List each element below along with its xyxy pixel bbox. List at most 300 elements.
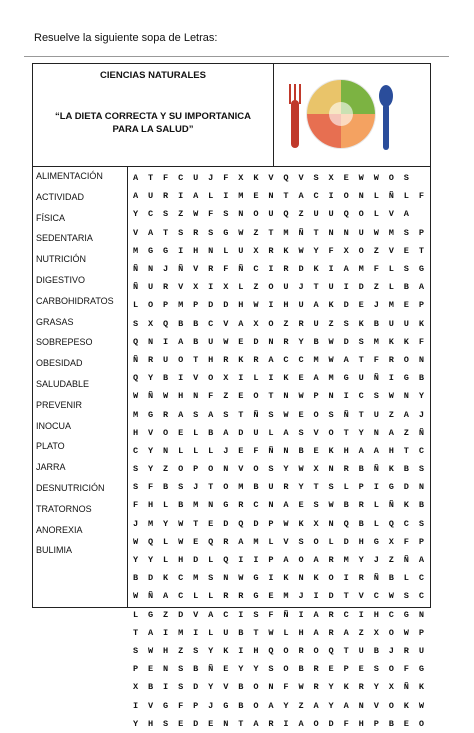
grid-letter: Z xyxy=(373,282,379,293)
grid-letter: H xyxy=(193,245,199,256)
grid-letter: X xyxy=(253,318,259,329)
grid-letter: W xyxy=(328,354,334,365)
grid-letter: P xyxy=(193,700,199,711)
grid-letter: M xyxy=(132,409,139,420)
grid-letter: Z xyxy=(223,391,229,402)
grid-letter: A xyxy=(193,191,199,202)
grid-letter: Q xyxy=(147,536,154,547)
word-list-item: BULIMIA xyxy=(36,545,73,556)
grid-letter: D xyxy=(358,282,364,293)
grid-letter: W xyxy=(283,518,289,529)
grid-letter: A xyxy=(147,627,154,638)
word-list-item: GRASAS xyxy=(36,316,74,327)
grid-letter: I xyxy=(268,573,274,584)
grid-letter: W xyxy=(163,391,169,402)
grid-letter: T xyxy=(163,227,169,238)
grid-letter: C xyxy=(418,445,424,456)
grid-letter: C xyxy=(208,318,214,329)
grid-letter: M xyxy=(147,518,154,529)
grid-letter: B xyxy=(403,282,409,293)
grid-letter: S xyxy=(163,718,169,729)
grid-letter: B xyxy=(388,573,394,584)
grid-letter: W xyxy=(328,500,334,511)
grid-letter: R xyxy=(283,482,289,493)
grid-letter: G xyxy=(147,409,154,420)
grid-letter: B xyxy=(418,373,424,384)
grid-letter: A xyxy=(403,209,409,220)
word-list-item: INOCUA xyxy=(36,420,72,431)
grid-letter: L xyxy=(163,555,169,566)
grid-letter: Ñ xyxy=(343,409,349,420)
grid-letter: Ñ xyxy=(418,427,424,438)
grid-letter: I xyxy=(178,245,184,256)
grid-letter: M xyxy=(343,555,349,566)
grid-letter: I xyxy=(193,627,199,638)
grid-letter: T xyxy=(313,227,319,238)
grid-letter: U xyxy=(268,209,274,220)
grid-letter: V xyxy=(223,318,229,329)
grid-letter: Y xyxy=(208,645,214,656)
grid-letter: R xyxy=(147,354,154,365)
grid-letter: L xyxy=(343,482,349,493)
grid-letter: M xyxy=(178,627,184,638)
grid-letter: B xyxy=(358,464,364,475)
grid-letter: B xyxy=(193,664,199,675)
grid-letter: B xyxy=(163,373,169,384)
grid-letter: W xyxy=(358,173,364,184)
grid-letter: W xyxy=(373,173,379,184)
grid-letter: O xyxy=(208,373,214,384)
grid-letter: A xyxy=(388,427,394,438)
grid-letter: O xyxy=(328,573,334,584)
grid-letter: O xyxy=(253,209,259,220)
grid-letter: A xyxy=(283,427,289,438)
grid-letter: N xyxy=(418,354,424,365)
grid-letter: O xyxy=(343,191,349,202)
grid-letter: P xyxy=(313,391,319,402)
grid-letter: Q xyxy=(328,645,334,656)
grid-letter: F xyxy=(223,264,229,275)
grid-letter: L xyxy=(163,500,169,511)
grid-letter: Y xyxy=(358,555,364,566)
grid-letter: M xyxy=(253,536,259,547)
grid-letter: C xyxy=(283,354,289,365)
worksheet xyxy=(32,63,431,729)
grid-letter: D xyxy=(193,555,199,566)
grid-letter: A xyxy=(343,354,349,365)
grid-letter: L xyxy=(193,591,199,602)
grid-letter: C xyxy=(132,445,139,456)
grid-letter: D xyxy=(208,300,214,311)
grid-letter: S xyxy=(223,409,229,420)
grid-letter: N xyxy=(298,573,304,584)
grid-letter: C xyxy=(418,591,424,602)
grid-letter: E xyxy=(223,664,229,675)
grid-letter: U xyxy=(147,282,154,293)
grid-letter: W xyxy=(403,627,409,638)
grid-row xyxy=(128,515,429,533)
grid-letter: Q xyxy=(283,209,289,220)
healthy-plate-icon xyxy=(283,72,403,158)
grid-letter: S xyxy=(403,264,409,275)
grid-letter: S xyxy=(313,500,319,511)
grid-letter: V xyxy=(268,173,274,184)
grid-letter: A xyxy=(403,409,409,420)
grid-row xyxy=(128,169,429,187)
grid-letter: Q xyxy=(163,318,169,329)
grid-letter: O xyxy=(313,536,319,547)
grid-letter: H xyxy=(358,536,364,547)
grid-letter: K xyxy=(238,354,244,365)
grid-letter: Ñ xyxy=(132,264,139,275)
grid-letter: L xyxy=(283,627,289,638)
grid-letter: U xyxy=(328,282,334,293)
grid-row xyxy=(128,460,429,478)
grid-letter: R xyxy=(313,682,319,693)
grid-letter: L xyxy=(208,191,214,202)
grid-letter: X xyxy=(328,173,334,184)
grid-letter: E xyxy=(343,173,349,184)
grid-row xyxy=(128,424,429,442)
grid-letter: B xyxy=(388,718,394,729)
grid-letter: H xyxy=(178,391,184,402)
grid-letter: O xyxy=(223,482,229,493)
grid-letter: O xyxy=(313,645,319,656)
grid-letter: F xyxy=(132,500,139,511)
grid-letter: K xyxy=(358,318,364,329)
grid-letter: I xyxy=(238,645,244,656)
grid-letter: Z xyxy=(163,609,169,620)
grid-row xyxy=(128,496,429,514)
grid-letter: K xyxy=(418,682,424,693)
grid-letter: E xyxy=(298,409,304,420)
grid-letter: C xyxy=(298,354,304,365)
divider-line xyxy=(24,56,449,57)
word-list-item: JARRA xyxy=(36,462,66,473)
grid-letter: Ñ xyxy=(373,464,379,475)
letter-grid xyxy=(128,169,429,733)
grid-letter: A xyxy=(298,191,304,202)
grid-letter: W xyxy=(388,591,394,602)
grid-letter: A xyxy=(132,173,139,184)
grid-letter: L xyxy=(328,536,334,547)
grid-letter: G xyxy=(147,245,154,256)
grid-row xyxy=(128,442,429,460)
grid-letter: M xyxy=(313,354,319,365)
grid-letter: J xyxy=(373,300,379,311)
grid-letter: O xyxy=(283,664,289,675)
grid-letter: O xyxy=(418,718,424,729)
grid-letter: K xyxy=(403,700,409,711)
grid-letter: S xyxy=(403,591,409,602)
grid-letter: R xyxy=(163,409,169,420)
grid-letter: R xyxy=(298,645,304,656)
grid-letter: U xyxy=(193,173,199,184)
grid-letter: U xyxy=(147,191,154,202)
grid-letter: G xyxy=(253,591,259,602)
grid-letter: D xyxy=(343,300,349,311)
grid-letter: D xyxy=(223,518,229,529)
grid-letter: D xyxy=(328,718,334,729)
grid-letter: Y xyxy=(358,427,364,438)
grid-letter: I xyxy=(163,627,169,638)
grid-letter: H xyxy=(132,427,139,438)
grid-letter: Z xyxy=(358,627,364,638)
grid-letter: K xyxy=(388,464,394,475)
word-list-item: ACTIVIDAD xyxy=(36,191,85,202)
grid-letter: A xyxy=(418,555,424,566)
grid-letter: O xyxy=(388,627,394,638)
grid-letter: Y xyxy=(298,482,304,493)
grid-letter: E xyxy=(208,718,214,729)
grid-row xyxy=(128,587,429,605)
grid-letter: T xyxy=(147,173,154,184)
header-subtitle xyxy=(33,110,273,136)
grid-letter: T xyxy=(208,482,214,493)
grid-letter: O xyxy=(268,282,274,293)
grid-letter: W xyxy=(298,682,304,693)
grid-letter: S xyxy=(343,318,349,329)
grid-letter: O xyxy=(163,427,169,438)
grid-row xyxy=(128,369,429,387)
grid-letter: L xyxy=(373,518,379,529)
grid-letter: U xyxy=(268,482,274,493)
grid-letter: B xyxy=(238,700,244,711)
grid-letter: I xyxy=(223,191,229,202)
grid-letter: R xyxy=(328,609,334,620)
grid-letter: N xyxy=(268,191,274,202)
grid-letter: S xyxy=(373,664,379,675)
grid-letter: E xyxy=(178,718,184,729)
grid-letter: P xyxy=(268,555,274,566)
grid-letter: E xyxy=(253,191,259,202)
grid-letter: B xyxy=(163,482,169,493)
grid-letter: P xyxy=(193,464,199,475)
grid-row xyxy=(128,678,429,696)
grid-letter: Z xyxy=(388,409,394,420)
grid-letter: M xyxy=(283,227,289,238)
grid-letter: Q xyxy=(132,373,139,384)
grid-letter: C xyxy=(223,609,229,620)
grid-letter: F xyxy=(403,664,409,675)
grid-letter: O xyxy=(268,318,274,329)
grid-letter: S xyxy=(373,391,379,402)
grid-letter: B xyxy=(238,682,244,693)
grid-letter: M xyxy=(178,300,184,311)
grid-letter: G xyxy=(223,700,229,711)
grid-letter: W xyxy=(223,336,229,347)
grid-letter: Q xyxy=(343,518,349,529)
grid-letter: Ñ xyxy=(147,591,154,602)
grid-letter: X xyxy=(223,373,229,384)
grid-letter: M xyxy=(193,500,199,511)
grid-letter: C xyxy=(343,609,349,620)
grid-letter: F xyxy=(373,354,379,365)
grid-letter: B xyxy=(238,627,244,638)
grid-letter: V xyxy=(358,591,364,602)
grid-row xyxy=(128,187,429,205)
grid-letter: R xyxy=(403,645,409,656)
grid-letter: J xyxy=(298,591,304,602)
grid-letter: I xyxy=(208,282,214,293)
grid-letter: A xyxy=(178,336,184,347)
grid-letter: N xyxy=(208,500,214,511)
grid-letter: L xyxy=(163,536,169,547)
grid-letter: R xyxy=(268,245,274,256)
grid-letter: U xyxy=(208,336,214,347)
grid-letter: S xyxy=(313,173,319,184)
grid-letter: B xyxy=(132,573,139,584)
grid-letter: M xyxy=(132,245,139,256)
grid-letter: N xyxy=(328,464,334,475)
grid-letter: V xyxy=(147,700,154,711)
grid-letter: D xyxy=(253,518,259,529)
grid-letter: I xyxy=(283,718,289,729)
grid-letter: Y xyxy=(253,664,259,675)
grid-letter: X xyxy=(313,464,319,475)
grid-letter: N xyxy=(358,191,364,202)
grid-letter: X xyxy=(388,536,394,547)
grid-letter: L xyxy=(238,282,244,293)
grid-letter: S xyxy=(298,536,304,547)
grid-letter: Y xyxy=(147,555,154,566)
grid-letter: K xyxy=(283,373,289,384)
grid-letter: S xyxy=(328,482,334,493)
word-list-item: SOBREPESO xyxy=(36,337,93,348)
grid-row xyxy=(128,296,429,314)
grid-letter: A xyxy=(313,700,319,711)
grid-letter: U xyxy=(253,427,259,438)
worksheet-header xyxy=(33,64,430,167)
grid-letter: E xyxy=(238,336,244,347)
grid-letter: I xyxy=(238,555,244,566)
grid-letter: W xyxy=(238,573,244,584)
grid-letter: M xyxy=(238,191,244,202)
grid-letter: G xyxy=(223,500,229,511)
grid-letter: N xyxy=(283,391,289,402)
grid-row xyxy=(128,660,429,678)
grid-letter: V xyxy=(132,227,139,238)
grid-letter: E xyxy=(358,300,364,311)
grid-letter: Ñ xyxy=(283,609,289,620)
grid-letter: S xyxy=(298,427,304,438)
grid-letter: N xyxy=(418,482,424,493)
grid-letter: C xyxy=(373,591,379,602)
grid-letter: G xyxy=(163,245,169,256)
grid-letter: C xyxy=(313,191,319,202)
grid-letter: L xyxy=(223,245,229,256)
grid-letter: T xyxy=(343,645,349,656)
grid-letter: S xyxy=(178,482,184,493)
grid-letter: I xyxy=(388,373,394,384)
grid-letter: W xyxy=(132,391,139,402)
grid-letter: A xyxy=(313,609,319,620)
grid-letter: A xyxy=(238,536,244,547)
grid-letter: L xyxy=(253,373,259,384)
grid-letter: E xyxy=(193,536,199,547)
grid-letter: O xyxy=(328,427,334,438)
grid-letter: Y xyxy=(238,664,244,675)
instruction: Resuelve la siguiente sopa de Letras: xyxy=(34,32,218,44)
grid-letter: J xyxy=(208,700,214,711)
grid-letter: A xyxy=(373,445,379,456)
grid-letter: R xyxy=(358,573,364,584)
grid-row xyxy=(128,551,429,569)
grid-letter: J xyxy=(163,264,169,275)
grid-letter: F xyxy=(403,536,409,547)
grid-letter: C xyxy=(147,209,154,220)
grid-letter: E xyxy=(403,718,409,729)
grid-letter: A xyxy=(298,718,304,729)
grid-letter: K xyxy=(313,573,319,584)
grid-letter: Z xyxy=(388,555,394,566)
grid-letter: R xyxy=(223,354,229,365)
grid-letter: S xyxy=(418,518,424,529)
grid-letter: L xyxy=(388,264,394,275)
grid-letter: Y xyxy=(328,700,334,711)
grid-letter: L xyxy=(268,536,274,547)
grid-letter: V xyxy=(298,173,304,184)
grid-letter: I xyxy=(132,700,139,711)
grid-letter: I xyxy=(163,336,169,347)
grid-letter: Y xyxy=(328,682,334,693)
grid-letter: Ñ xyxy=(178,264,184,275)
grid-letter: D xyxy=(178,609,184,620)
grid-letter: M xyxy=(283,591,289,602)
grid-row xyxy=(128,387,429,405)
grid-letter: T xyxy=(193,518,199,529)
grid-letter: P xyxy=(373,718,379,729)
grid-letter: R xyxy=(238,500,244,511)
grid-letter: L xyxy=(373,500,379,511)
grid-letter: V xyxy=(193,609,199,620)
word-list-item: ANOREXIA xyxy=(36,524,83,535)
grid-letter: T xyxy=(313,482,319,493)
grid-letter: C xyxy=(178,591,184,602)
grid-letter: S xyxy=(178,664,184,675)
grid-letter: L xyxy=(208,555,214,566)
grid-letter: N xyxy=(147,264,154,275)
grid-letter: A xyxy=(223,427,229,438)
grid-letter: O xyxy=(298,555,304,566)
grid-letter: G xyxy=(343,373,349,384)
word-list-item: OBESIDAD xyxy=(36,358,83,369)
grid-row xyxy=(128,242,429,260)
grid-letter: Z xyxy=(178,645,184,656)
grid-letter: I xyxy=(238,373,244,384)
grid-letter: Q xyxy=(238,518,244,529)
grid-letter: F xyxy=(283,682,289,693)
grid-letter: F xyxy=(373,264,379,275)
grid-letter: B xyxy=(373,645,379,656)
grid-letter: Ñ xyxy=(147,391,154,402)
grid-letter: Q xyxy=(268,645,274,656)
grid-row xyxy=(128,715,429,733)
grid-letter: N xyxy=(283,445,289,456)
grid-letter: O xyxy=(178,354,184,365)
grid-letter: J xyxy=(373,555,379,566)
grid-letter: E xyxy=(358,664,364,675)
grid-letter: I xyxy=(178,191,184,202)
grid-letter: M xyxy=(193,573,199,584)
grid-letter: C xyxy=(358,391,364,402)
grid-letter: B xyxy=(298,664,304,675)
grid-letter: X xyxy=(373,627,379,638)
grid-letter: F xyxy=(253,445,259,456)
grid-letter: E xyxy=(238,445,244,456)
grid-letter: Q xyxy=(388,518,394,529)
grid-letter: X xyxy=(193,282,199,293)
